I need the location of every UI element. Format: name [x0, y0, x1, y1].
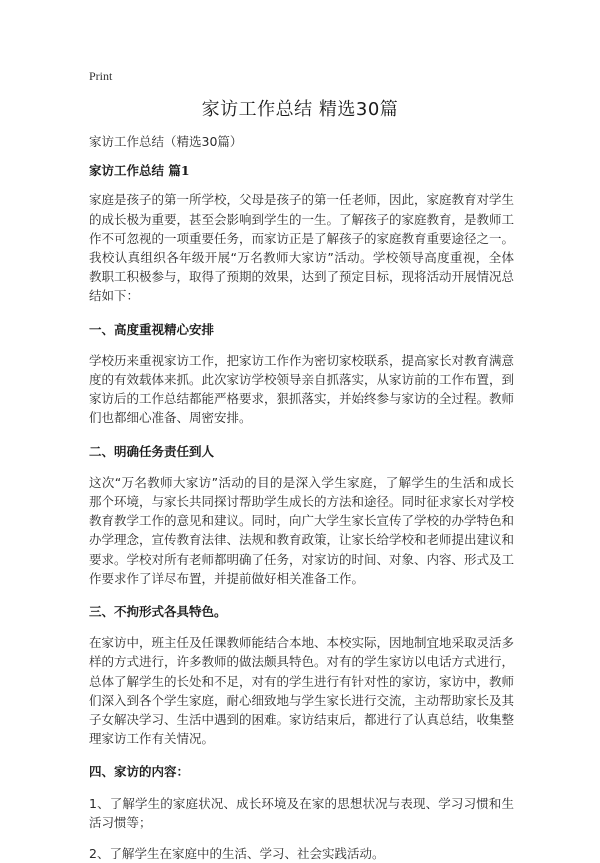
list-item-2: 2、了解学生在家庭中的生活、学习、社会实践活动。: [89, 846, 385, 862]
paragraph-3: 在家访中，班主任及任课教师能结合本地、本校实际，因地制宜地采取灵活多样的方式进行，许多教师的做法颇具特色。对有的学生家访以电话方式进行，总体了解学生的长处和不足，对有的学生进行有针对性的家访，家访中，教师们深入到各个学生家庭，耐心细致地与学生家长进行交流，主动帮助家长及其子女解决学习、生活中遇到的困难。家访结束后，都进行了认真总结，收集整理家访工作有关情况。: [89, 635, 515, 747]
intro-paragraph: 家庭是孩子的第一所学校，父母是孩子的第一任老师，因此，家庭教育对学生的成长极为重要，甚至会影响到学生的一生。了解孩子的家庭教育，是教师工作不可忽视的一项重要任务，而家访正是了解孩子的家庭教育重要途径之一。我校认真组织各年级开展“万名教师大家访”活动。学校领导高度重视，全体教职工积极参与，取得了预期的效果，达到了预定目标，现将活动开展情况总结如下：: [89, 192, 515, 304]
document-subtitle: 家访工作总结（精选30篇）: [89, 134, 243, 149]
heading-3: 三、不拘形式各具特色。: [89, 604, 227, 620]
document-body: [89, 132, 514, 863]
print-label: Print: [89, 69, 113, 83]
paragraph-2: 这次“万名教师大家访”活动的目的是深入学生家庭，了解学生的生活和成长那个环境，与家长共同探讨帮助学生成长的方法和途径。同时征求家长对学校教育教学工作的意见和建议。同时，向广大学生家长宣传了学校的办学特色和办学理念，宣传教育法律、法规和教育政策，让家长给学校和老师提出建议和要求。学校对所有老师都明确了任务，对家访的时间、对象、内容、形式及工作要求作了详尽布置，并提前做好相关准备工作。: [89, 474, 515, 586]
paragraph-1: 学校历来重视家访工作，把家访工作作为密切家校联系，提高家长对教育满意度的有效载体来抓。此次家访学校领导亲自抓落实，从家访前的工作布置，到家访后的工作总结都能严格要求，狠抓落实，并始终参与家访的全过程。教师们也都细心准备、周密安排。: [89, 352, 515, 426]
heading-2: 二、明确任务责任到人: [89, 443, 215, 459]
list-item-1: 1、了解学生的家庭状况、成长环境及在家的思想状况与表现、学习习惯和生活习惯等；: [89, 795, 514, 830]
document-title: 家访工作总结 精选30篇: [201, 99, 399, 120]
heading-1: 一、高度重视精心安排: [89, 321, 215, 337]
section-title: 家访工作总结 篇1: [89, 163, 190, 179]
heading-4: 四、家访的内容：: [89, 764, 190, 780]
